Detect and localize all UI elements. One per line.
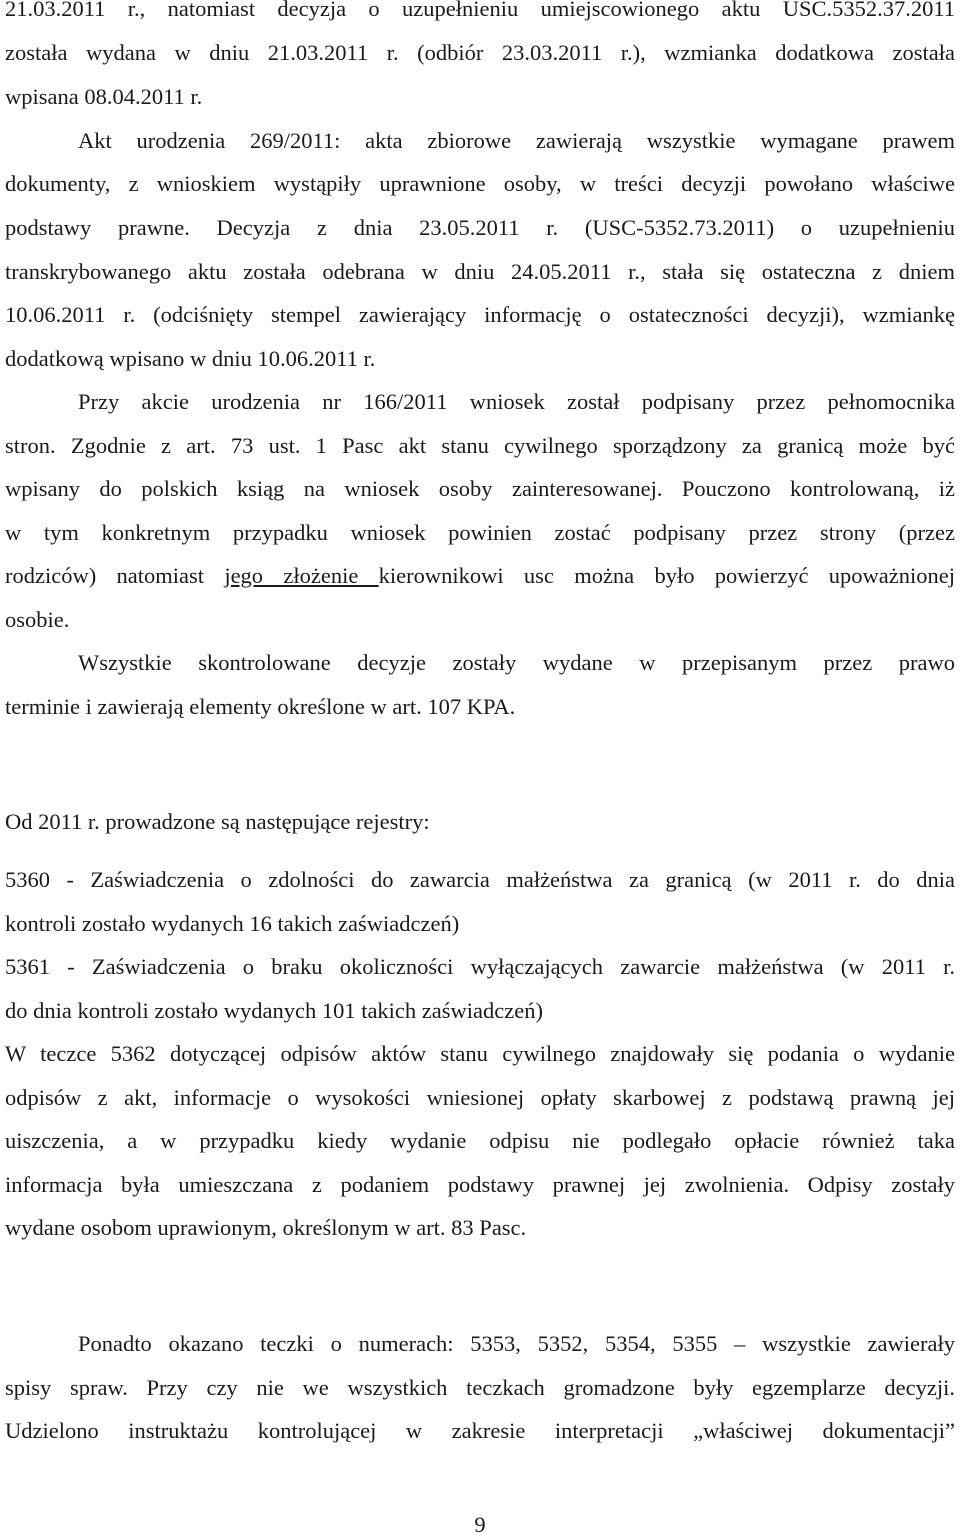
text-line: Akt urodzenia 269/2011: akta zbiorowe zawierają wszystkie wymagane prawem [78, 128, 955, 153]
text-fragment: kierownikowi usc można było powierzyć upoważnionej [378, 563, 955, 588]
text-line: do dnia kontroli zostało wydanych 101 takich zaświadczeń) [5, 998, 543, 1023]
text-line [5, 561, 955, 591]
text-line: Udzielono instruktażu kontrolującej w zakresie interpretacji „właściwej dokumentacji” [5, 1418, 955, 1443]
text-line: dokumenty, z wnioskiem wystąpiły uprawnione osoby, w treści decyzji powołano właściwe [5, 171, 955, 196]
text-line: 21.03.2011 r., natomiast decyzja o uzupełnieniu umiejscowionego aktu USC.5352.37.2011 [5, 0, 955, 21]
text-line: spisy spraw. Przy czy nie we wszystkich teczkach gromadzone były egzemplarze decyzji. [5, 1375, 955, 1400]
text-line: W teczce 5362 dotyczącej odpisów aktów stanu cywilnego znajdowały się podania o wydanie [5, 1041, 955, 1066]
text-line: osobie. [5, 607, 70, 632]
underlined-text: jego złożenie [224, 563, 379, 588]
text-fragment: rodziców) natomiast [5, 563, 204, 588]
text-line: w tym konkretnym przypadku wniosek powinien zostać podpisany przez strony (przez [5, 520, 955, 545]
text-line: Przy akcie urodzenia nr 166/2011 wniosek został podpisany przez pełnomocnika [78, 389, 955, 414]
text-line: wpisana 08.04.2011 r. [5, 84, 203, 109]
text-line: Wszystkie skontrolowane decyzje zostały wydane w przepisanym przez prawo [78, 650, 955, 675]
text-line: uiszczenia, a w przypadku kiedy wydanie odpisu nie podlegało opłacie również taka [5, 1128, 955, 1153]
text-line: wydane osobom uprawionym, określonym w art. 83 Pasc. [5, 1215, 527, 1240]
text-line: kontroli zostało wydanych 16 takich zaświadczeń) [5, 911, 460, 936]
section-heading: Od 2011 r. prowadzone są następujące rejestry: [5, 809, 430, 834]
text-line: stron. Zgodnie z art. 73 ust. 1 Pasc akt stanu cywilnego sporządzony za granicą może być [5, 433, 955, 458]
page-number: 9 [474, 1512, 486, 1537]
text-line: 10.06.2011 r. (odciśnięty stempel zawierający informację o ostateczności decyzji), wzmiankę [5, 302, 955, 327]
text-line: podstawy prawne. Decyzja z dnia 23.05.2011 r. (USC-5352.73.2011) o uzupełnieniu [5, 215, 955, 240]
text-line: terminie i zawierają elementy określone w art. 107 KPA. [5, 694, 516, 719]
text-line: dodatkową wpisano w dniu 10.06.2011 r. [5, 346, 376, 371]
text-line: transkrybowanego aktu została odebrana w dniu 24.05.2011 r., stała się ostateczna z dniem [5, 259, 955, 284]
text-line: Ponadto okazano teczki o numerach: 5353, 5352, 5354, 5355 – wszystkie zawierały [78, 1331, 955, 1356]
text-line: 5360 - Zaświadczenia o zdolności do zawarcia małżeństwa za granicą (w 2011 r. do dnia [5, 867, 955, 892]
text-line: informacja była umieszczana z podaniem podstawy prawnej jej zwolnienia. Odpisy zostały [5, 1172, 955, 1197]
text-line: wpisany do polskich ksiąg na wniosek osoby zainteresowanej. Pouczono kontrolowaną, iż [5, 476, 955, 501]
text-line: 5361 - Zaświadczenia o braku okoliczności wyłączających zawarcie małżeństwa (w 2011 r. [5, 954, 955, 979]
text-line: została wydana w dniu 21.03.2011 r. (odbiór 23.03.2011 r.), wzmianka dodatkowa została [5, 40, 955, 65]
text-line: odpisów z akt, informacje o wysokości wniesionej opłaty skarbowej z podstawą prawną jej [5, 1085, 955, 1110]
